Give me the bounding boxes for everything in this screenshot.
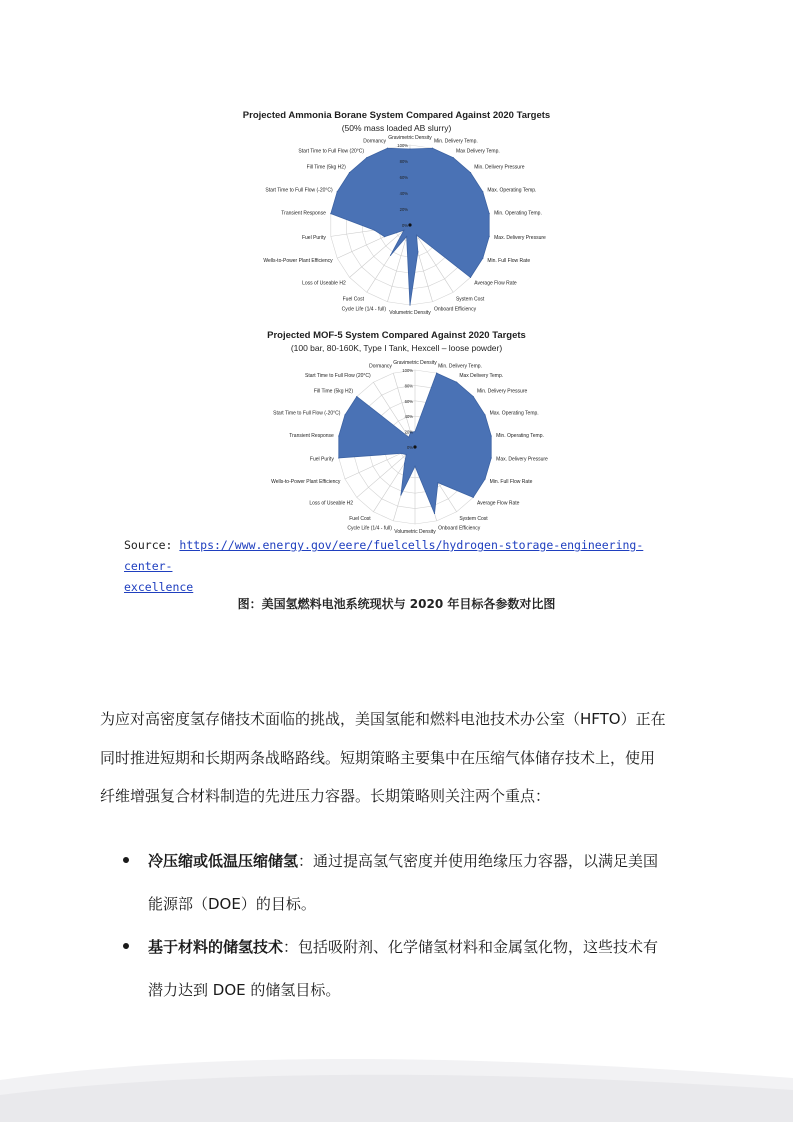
tick-label: 60%	[404, 398, 413, 404]
axis-label: Min. Delivery Temp.	[433, 138, 478, 145]
axis-label: Transient Response	[281, 210, 326, 217]
axis-label: Min. Delivery Pressure	[476, 388, 528, 395]
axis-label: Fuel Purity	[309, 456, 334, 463]
data-point	[409, 304, 410, 305]
data-point	[400, 453, 401, 454]
body-paragraph	[100, 700, 710, 816]
center-marker	[413, 445, 416, 448]
data-point	[484, 478, 485, 479]
bullet-line	[148, 840, 710, 883]
bullet-dot-icon	[123, 857, 129, 863]
axis-label: Start Time to Full Flow (20°C)	[305, 373, 371, 380]
paragraph-line: 同时推进短期和长期两条战略路线。短期策略主要集中在压缩气体储存技术上，使用	[100, 748, 656, 767]
tick-label: 20%	[399, 207, 408, 212]
axis-label: Average Flow Rate	[474, 280, 517, 287]
data-point	[387, 148, 388, 149]
data-point	[491, 435, 492, 436]
list-item	[100, 840, 710, 926]
axis-label: Start Time to Full Flow (-20°C)	[273, 410, 341, 417]
data-point	[416, 234, 417, 235]
data-point	[406, 454, 407, 455]
tick-label: 80%	[399, 159, 408, 164]
paragraph-line: 为应对高密度氢存储技术面临的挑战，美国氢能和燃料电池技术办公室（HFTO）正在	[100, 710, 666, 728]
axis-label: Wells-to-Power Plant Efficiency	[271, 478, 341, 485]
data-point	[473, 497, 474, 498]
data-point	[338, 435, 339, 436]
axis-label: Loss of Useable H2	[309, 500, 354, 507]
data-point	[456, 382, 457, 383]
tick-label: 60%	[399, 175, 408, 180]
data-point	[414, 431, 415, 432]
data-point	[437, 482, 438, 483]
source-link[interactable]: https://www.energy.gov/eere/fuelcells/hydrogen-storage-engineering-center-	[124, 538, 644, 573]
axis-label: Fill Time (5kg H2)	[313, 388, 354, 395]
bullet-dot-icon	[123, 943, 129, 949]
data-point	[417, 251, 418, 252]
data-point	[374, 230, 375, 231]
chart-2-title: Projected MOF-5 System Compared Against 2020 Targets	[267, 330, 526, 341]
axis-label: Fuel Purity	[301, 234, 326, 241]
data-point	[482, 191, 483, 192]
axis-label: Max Delivery Temp.	[455, 148, 500, 155]
chart-2-subtitle: (100 bar, 80-160K, Type I Tank, Hexcell – loose powder)	[290, 343, 503, 353]
axis-label: Volumetric Density	[389, 310, 431, 316]
tick-label: 40%	[399, 191, 408, 196]
axis-label: Transient Response	[289, 433, 334, 440]
data-point	[356, 396, 357, 397]
axis-label: Min. Operating Temp.	[496, 433, 544, 440]
data-point	[406, 236, 407, 237]
chart-1-title: Projected Ammonia Borane System Compared Against 2020 Targets	[242, 110, 551, 121]
data-point	[400, 494, 401, 495]
axis-label: Onboard Efficiency	[438, 525, 481, 532]
data-point	[409, 148, 410, 149]
axis-label: Max. Operating Temp.	[487, 187, 537, 194]
data-point	[404, 463, 405, 464]
data-point	[414, 466, 415, 467]
axis-label: Fill Time (5kg H2)	[306, 164, 346, 171]
axis-label: Average Flow Rate	[476, 500, 520, 507]
radar-chart-ammonia-borane	[263, 135, 550, 316]
axis-label: Max Delivery Temp.	[459, 373, 504, 380]
axis-label: Volumetric Density	[394, 529, 436, 535]
axis-label: Fuel Cost	[349, 515, 371, 522]
bullet-line	[148, 926, 710, 969]
tick-label: 0%	[406, 445, 413, 450]
tick-label: 20%	[404, 429, 413, 435]
source-label: Source:	[124, 538, 180, 552]
footer-wave-decoration	[0, 1040, 793, 1122]
chart-1-subtitle: (50% mass loaded AB slurry)	[341, 123, 452, 133]
data-point	[432, 148, 433, 149]
axis-label: Loss of Useable H2	[302, 280, 346, 287]
axis-label: Gravimetric Density	[388, 135, 432, 141]
bullet-line: 能源部（DOE）的目标。	[148, 895, 316, 913]
axis-label: Min. Delivery Pressure	[474, 164, 525, 171]
tick-label: 100%	[402, 368, 413, 373]
center-marker	[408, 223, 411, 226]
bullet-heading: 冷压缩或低温压缩储氢	[148, 852, 299, 870]
list-item	[100, 926, 710, 1012]
axis-label: Min. Full Flow Rate	[489, 478, 533, 485]
axis-label: Min. Full Flow Rate	[487, 258, 531, 265]
tick-label: 0%	[401, 223, 408, 228]
axis-label: Max. Delivery Pressure	[494, 234, 546, 241]
data-point	[470, 172, 471, 173]
axis-label: Max. Delivery Pressure	[496, 456, 548, 463]
bullet-text: ：包括吸附剂、化学储氢材料和金属氢化物，这些技术有	[283, 938, 659, 956]
source-link-continuation[interactable]: excellence	[124, 580, 194, 594]
axis-label: System Cost	[455, 296, 485, 303]
data-point	[434, 513, 435, 514]
data-point	[337, 191, 338, 192]
data-point	[384, 236, 385, 237]
data-point	[344, 414, 345, 415]
data-point	[349, 172, 350, 173]
data-point	[489, 213, 490, 214]
axis-label: Start Time to Full Flow (20°C)	[298, 148, 365, 155]
bullet-list	[100, 840, 710, 1012]
data-point	[484, 414, 485, 415]
axis-label: Cycle Life (1/4 - full)	[347, 525, 392, 532]
data-point	[470, 277, 471, 278]
data-point	[366, 157, 367, 158]
axis-label: Dormancy	[369, 363, 392, 370]
paragraph-line: 纤维增强复合材料制造的先进压力容器。长期策略则关注两个重点：	[100, 787, 551, 805]
axis-label: Dormancy	[363, 138, 387, 145]
data-point	[482, 258, 483, 259]
data-point	[453, 157, 454, 158]
axis-label: Min. Delivery Temp.	[438, 363, 482, 370]
data-point	[390, 255, 391, 256]
axis-label: Fuel Cost	[342, 296, 365, 303]
axis-label: Gravimetric Density	[393, 360, 437, 366]
figure-source	[124, 535, 684, 598]
tick-label: 40%	[404, 414, 413, 420]
tick-label: 100%	[397, 143, 408, 148]
bullet-text: ：通过提高氢气密度并使用绝缘压力容器，以满足美国	[298, 852, 659, 870]
axis-label: Start Time to Full Flow (-20°C)	[265, 187, 333, 194]
axis-label: Cycle Life (1/4 - full)	[341, 306, 387, 313]
axis-label: Wells-to-Power Plant Efficiency	[263, 258, 333, 265]
figure-caption: 图：美国氢燃料电池系统现状与 2020 年目标各参数对比图	[237, 597, 556, 611]
data-point	[489, 236, 490, 237]
data-point	[338, 457, 339, 458]
data-point	[330, 213, 331, 214]
data-point	[473, 396, 474, 397]
data-point	[491, 457, 492, 458]
bullet-heading: 基于材料的储氢技术	[148, 938, 284, 956]
bullet-line: 潜力达到 DOE 的储氢目标。	[148, 981, 341, 999]
tick-label: 80%	[404, 383, 413, 389]
axis-label: Onboard Efficiency	[433, 306, 477, 313]
axis-label: Min. Operating Temp.	[494, 210, 542, 217]
data-point	[403, 230, 404, 231]
axis-label: Max. Operating Temp.	[489, 410, 539, 417]
data-point	[408, 437, 409, 438]
radar-chart-mof5	[270, 360, 550, 535]
data-point	[436, 373, 437, 374]
axis-label: System Cost	[459, 515, 488, 522]
